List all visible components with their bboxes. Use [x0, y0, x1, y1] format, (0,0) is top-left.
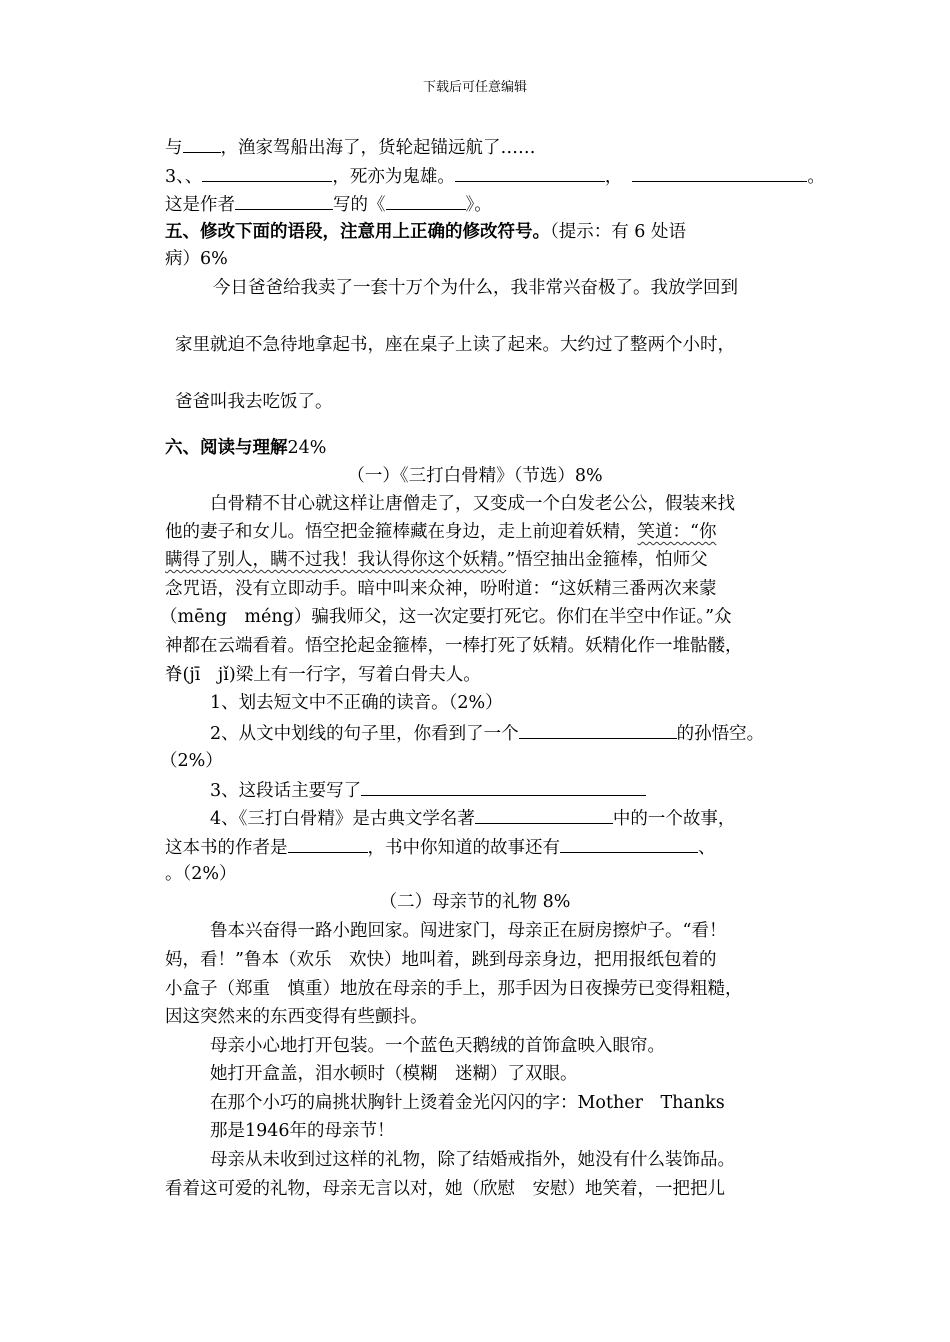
- s4-text: 3、、: [165, 167, 203, 187]
- hint-text: （提示：有 6 处语: [550, 222, 687, 242]
- question-4: [210, 805, 735, 831]
- s4-line-3: [165, 191, 492, 217]
- passage-line: 那是1946年的母亲节！: [210, 1121, 395, 1141]
- blank: [288, 834, 368, 853]
- blank: [560, 834, 698, 853]
- section-score: 24%: [287, 438, 327, 458]
- blank: [235, 191, 333, 210]
- s4-line-2: [165, 163, 825, 189]
- blank: [632, 163, 807, 182]
- passage-line: [165, 520, 716, 544]
- section-title: 六、阅读与理解: [165, 438, 288, 458]
- question-text: ，书中你知道的故事还有: [367, 838, 560, 858]
- passage-line: 母亲小心地打开包装。一个蓝色天鹅绒的首饰盒映入眼帘。: [210, 1036, 665, 1056]
- s4-text: ，: [604, 167, 623, 187]
- passage-line: 在那个小巧的扁挑状胸针上烫着金光闪闪的字：Mother Thanks: [210, 1093, 725, 1113]
- page-header: 下载后可任意编辑: [422, 80, 527, 95]
- s4-text: ，渔家驾船出海了，货轮起锚远航了……: [220, 138, 536, 158]
- blank: [202, 163, 332, 182]
- reading-1-title: （一）《三打白骨精》（节选）8%: [347, 466, 603, 486]
- passage-line: 小盒子（郑重 慎重）地放在母亲的手上，那手因为日夜操劳已变得粗糙，: [165, 979, 743, 999]
- passage-line: 神都在云端看着。悟空抡起金箍棒，一棒打死了妖精。妖精化作一堆骷髅，: [165, 636, 743, 656]
- paragraph-line: 家里就迫不急待地拿起书，座在桌子上读了起来。大约过了整两个小时，: [175, 335, 735, 355]
- s4-text: 写的《: [333, 195, 386, 215]
- question-text: 4、《三打白骨精》是古典文学名著: [210, 809, 475, 829]
- section-title: 五、修改下面的语段，注意用上正确的修改符号。: [165, 222, 550, 242]
- question-1: 1、划去短文中不正确的读音。（2%）: [210, 693, 503, 713]
- blank: [455, 163, 605, 182]
- s4-text: 与: [165, 138, 183, 158]
- question-score: 。（2%）: [165, 864, 237, 884]
- passage-text: ”悟空抽出金箍棒，怕师父: [506, 550, 708, 570]
- underlined-text: 瞒得了别人，瞒不过我！我认得你这个妖精。: [165, 550, 507, 570]
- passage-text: 他的妻子和女儿。悟空把金箍棒藏在身边，走上前迎着妖精，: [165, 522, 638, 542]
- s4-text: 。: [807, 167, 825, 187]
- passage-line: 白骨精不甘心就这样让唐僧走了，又变成一个白发老公公，假装来找: [210, 494, 735, 514]
- passage-line: 妈，看！”鲁本（欢乐 欢快）地叫着，跳到母亲身边，把用报纸包着的: [165, 950, 717, 970]
- blank: [386, 191, 466, 210]
- passage-line: [165, 548, 708, 572]
- blank: [183, 134, 221, 153]
- blank: [519, 720, 677, 739]
- passage-line: 念咒语，没有立即动手。暗中叫来众神，吩咐道：“这妖精三番两次来蒙: [165, 579, 717, 599]
- question-text: 这本书的作者是: [165, 838, 288, 858]
- blank: [361, 777, 646, 796]
- passage-line: 看着这可爱的礼物，母亲无言以对，她（欣慰 安慰）地笑着，一把把儿: [165, 1179, 725, 1199]
- passage-line: 她打开盒盖，泪水顿时（模糊 迷糊）了双眼。: [210, 1064, 578, 1084]
- passage-line: （mēng méng）骗我师父，这一次定要打死它。你们在半空中作证。”众: [160, 607, 732, 627]
- s4-text: 这是作者: [165, 195, 235, 215]
- question-text: 、: [698, 838, 716, 858]
- s4-text: 》。: [465, 195, 492, 215]
- passage-line: 母亲从未收到过这样的礼物，除了结婚戒指外，她没有什么装饰品。: [210, 1150, 735, 1170]
- s5-heading: [165, 220, 686, 244]
- question-text: 2、从文中划线的句子里，你看到了一个: [210, 724, 519, 744]
- reading-2-title: （二）母亲节的礼物 8%: [379, 892, 571, 912]
- passage-line: 因这突然来的东西变得有些颤抖。: [165, 1007, 428, 1027]
- s4-text: ，死亦为鬼雄。: [332, 167, 455, 187]
- paragraph-line: 今日爸爸给我卖了一套十万个为什么，我非常兴奋极了。我放学回到: [213, 278, 738, 298]
- blank: [475, 805, 613, 824]
- paragraph-line: 爸爸叫我去吃饭了。: [175, 392, 333, 412]
- hint-text: 病）6%: [165, 249, 228, 269]
- question-2: [210, 720, 764, 746]
- question-text: 3、这段话主要写了: [210, 781, 362, 801]
- underlined-text: 笑道：“你: [637, 522, 717, 542]
- question-4-cont: [165, 834, 716, 860]
- passage-line: 鲁本兴奋得一路小跑回家。闯进家门，母亲正在厨房擦炉子。“看！: [210, 921, 727, 941]
- question-3: [210, 777, 646, 803]
- question-text: 的孙悟空。: [676, 724, 765, 744]
- s4-line-1: [165, 134, 536, 160]
- question-text: 中的一个故事，: [612, 809, 736, 829]
- s6-heading: [165, 436, 326, 460]
- question-score: （2%）: [160, 751, 223, 771]
- passage-line: 脊(jī jǐ)梁上有一行字，写着白骨夫人。: [165, 665, 481, 685]
